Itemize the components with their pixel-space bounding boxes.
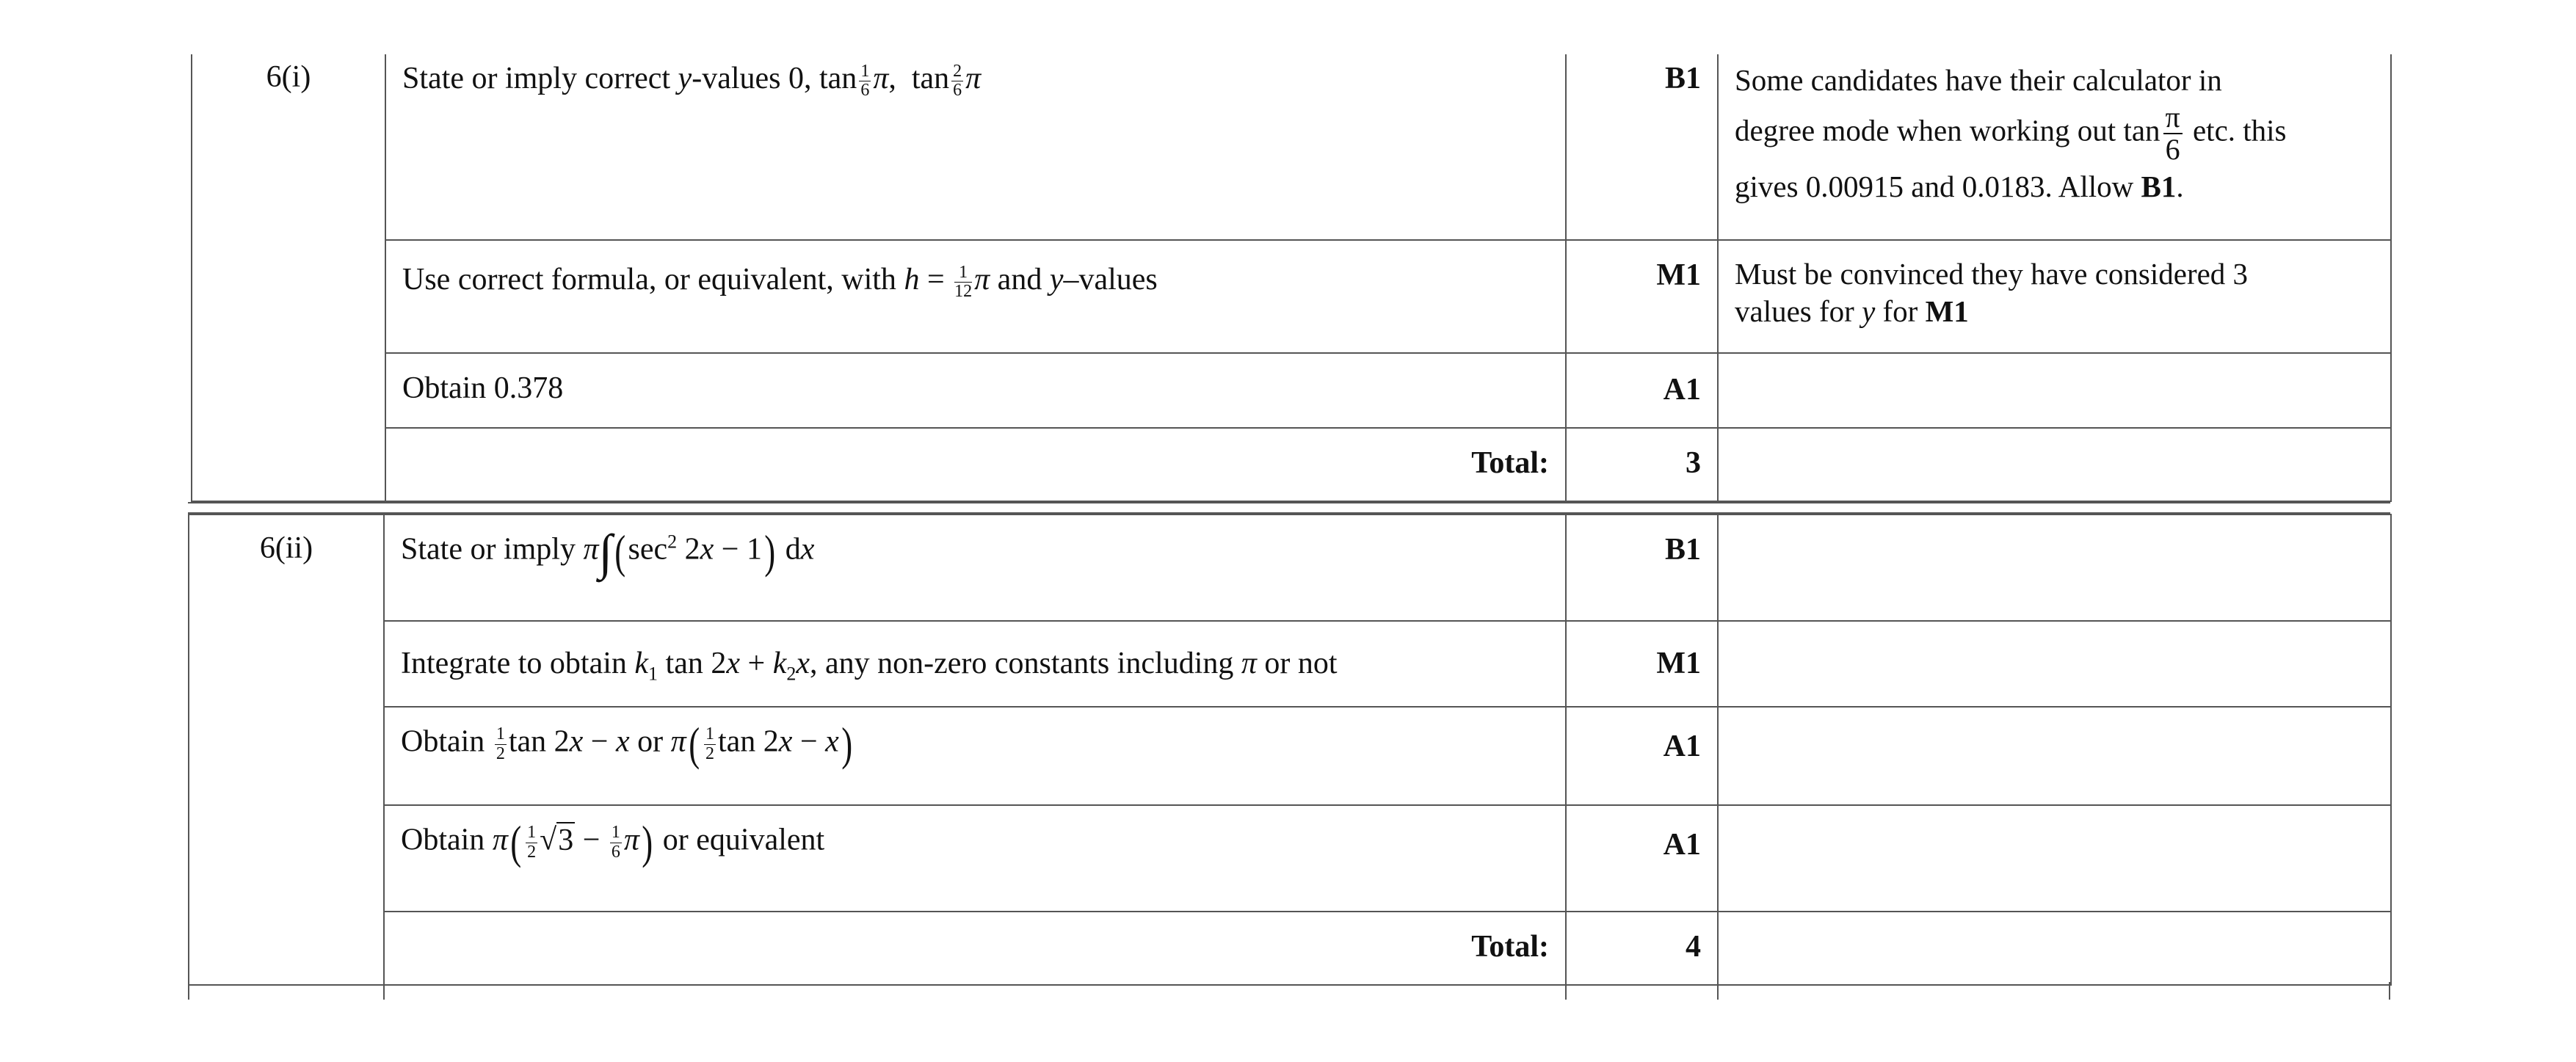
guidance-cell (1718, 621, 2391, 707)
guidance-cell (1718, 514, 2391, 621)
column-divider (2389, 982, 2390, 1000)
total-value: 3 (1566, 428, 1718, 501)
fraction: $\frac{1}{12}$ (954, 262, 973, 301)
section-divider (188, 502, 2390, 514)
table-row (192, 353, 2391, 428)
guidance-cell (1718, 707, 2391, 805)
fraction: $\frac{2}{6}$ (953, 61, 962, 100)
total-label: Total: (384, 912, 1566, 985)
mark-cell: A1 (1566, 805, 1718, 912)
table-row (189, 707, 2391, 805)
total-label: Total: (385, 428, 1566, 501)
answer-cell: Obtain π( $\frac{1}{2}$ √3 − $\frac{1}{6}$ π) or equivalent (384, 805, 1566, 912)
mark-cell: M1 (1566, 240, 1718, 353)
answer-cell: Obtain 0.378 (385, 353, 1566, 428)
question-number: 6(i) (192, 54, 385, 501)
table-row (189, 621, 2391, 707)
mark-cell: A1 (1566, 353, 1718, 428)
table-row (192, 428, 2391, 501)
table-row (192, 240, 2391, 353)
guidance-cell: Must be convinced they have considered 3 values for y for M1 (1718, 240, 2391, 353)
answer-cell: Obtain $\frac{1}{2}$ tan 2x − x or π( $\frac{1}{2}$ tan 2x − x) (384, 707, 1566, 805)
answer-cell: State or imply $\pi\int(\sec^2$ 2x − 1) dx (384, 514, 1566, 621)
column-divider (188, 982, 189, 1000)
question-6i-table (191, 54, 2392, 502)
answer-cell: State or imply correct y-values 0, tan $\frac{1}{6}$ π, tan $\frac{2}{6}$ π (385, 54, 1566, 240)
guidance-cell (1718, 805, 2391, 912)
table-row (189, 805, 2391, 912)
table-row (189, 912, 2391, 985)
fraction: $\frac{1}{2}$ (705, 724, 714, 763)
question-6ii-table (188, 514, 2392, 986)
column-divider (1717, 982, 1719, 1000)
fraction: $\frac{1}{6}$ (860, 61, 870, 100)
mark-cell: B1 (1566, 514, 1718, 621)
answer-cell: Use correct formula, or equivalent, with h = $\frac{1}{12}$ π and y–values (385, 240, 1566, 353)
fraction: $\frac{1}{6}$ (611, 823, 620, 862)
fraction: $\frac{1}{2}$ (496, 724, 505, 763)
question-number: 6(ii) (189, 514, 384, 985)
guidance-cell (1718, 912, 2391, 985)
fraction: $\frac{1}{2}$ (527, 823, 537, 862)
table-row (192, 54, 2391, 240)
guidance-cell (1718, 428, 2391, 501)
mark-cell: A1 (1566, 707, 1718, 805)
column-divider (383, 982, 385, 1000)
fraction: $\frac{\pi}{6}$ (2163, 102, 2183, 165)
guidance-cell: Some candidates have their calculator in degree mode when working out tan $\frac{\pi}{6}$ etc. this gives 0.00915 and 0.0183. Allow B1. (1718, 54, 2391, 240)
mark-cell: M1 (1566, 621, 1718, 707)
guidance-cell (1718, 353, 2391, 428)
mark-cell: B1 (1566, 54, 1718, 240)
total-value: 4 (1566, 912, 1718, 985)
table-row (189, 514, 2391, 621)
column-divider (1565, 982, 1567, 1000)
answer-cell: Integrate to obtain $k_1$ $\tan 2x + k_2x$, any non-zero constants including π or not (384, 621, 1566, 707)
